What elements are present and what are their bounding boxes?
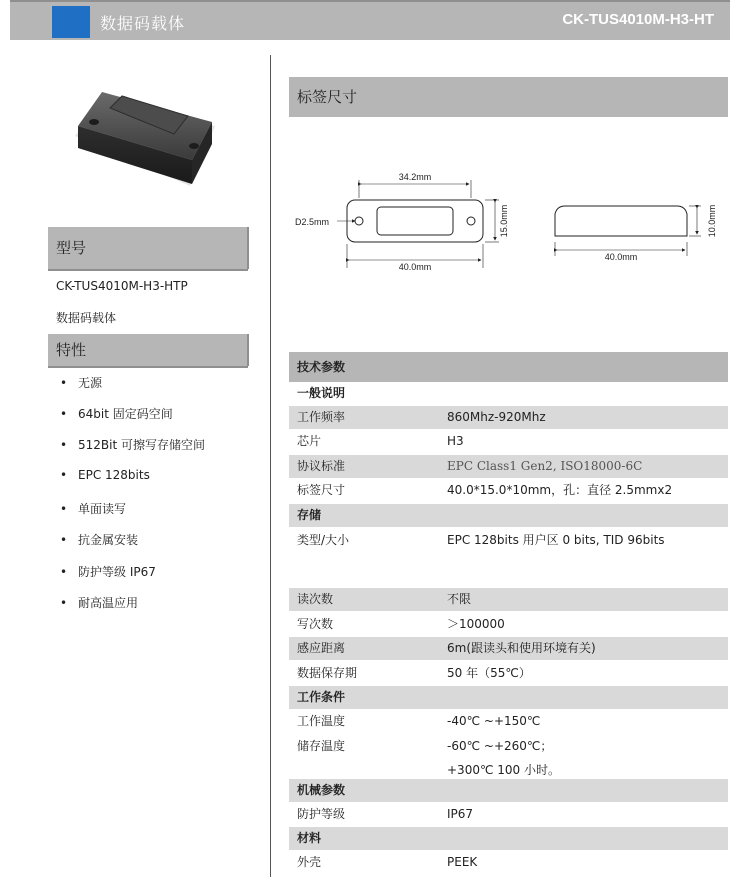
feature-item: • 单面读写	[60, 502, 127, 516]
spec-category: 存储	[289, 504, 728, 527]
model-heading: 型号	[48, 227, 248, 269]
dim-hole: D2.5mm	[295, 217, 330, 227]
table-row: 感应距离 6m(跟读头和使用环境有关)	[289, 637, 728, 660]
features-heading: 特性	[48, 334, 248, 366]
feature-item: • 耐高温应用	[60, 596, 139, 610]
table-row: 写次数 ＞100000	[297, 617, 505, 631]
table-row: 储存温度 -60℃ ~+260℃；	[297, 739, 553, 753]
header-category: 数据码载体	[100, 14, 186, 33]
spec-heading: 技术参数	[289, 352, 728, 382]
product-image	[70, 86, 220, 196]
table-row: 工作温度 -40℃ ~+150℃	[297, 714, 541, 728]
feature-item: • 无源	[60, 376, 103, 390]
feature-item: • EPC 128bits	[60, 468, 150, 482]
feature-item: • 抗金属安装	[60, 533, 139, 547]
header-bar	[10, 0, 730, 40]
column-divider	[270, 55, 271, 877]
table-row: 外壳 PEEK	[297, 855, 478, 869]
table-row: 工作频率 860Mhz-920Mhz	[289, 406, 728, 429]
table-row: 读次数 不限	[289, 588, 728, 611]
product-type: 数据码载体	[56, 311, 117, 325]
spec-category: 机械参数	[289, 779, 728, 802]
feature-item: • 64bit 固定码空间	[60, 407, 173, 421]
table-row: 协议标准 EPC Class1 Gen2, ISO18000-6C	[289, 455, 728, 478]
feature-item: • 防护等级 IP67	[60, 565, 156, 579]
table-row: 防护等级 IP67	[297, 807, 474, 821]
spec-category: 一般说明	[297, 386, 346, 400]
dim-top-length: 34.2mm	[398, 172, 432, 182]
dimension-drawing	[289, 160, 728, 280]
feature-item: • 512Bit 可擦写存储空间	[60, 438, 205, 452]
table-row: 数据保存期 50 年（55℃）	[297, 666, 531, 680]
spec-category: 工作条件	[289, 686, 728, 709]
spec-category: 材料	[289, 827, 728, 850]
table-row: 芯片 H3	[297, 434, 464, 448]
dim-bottom-length: 40.0mm	[398, 262, 432, 272]
store-temp-extra: +300℃ 100 小时。	[447, 763, 560, 777]
brand-logo-square	[52, 6, 90, 38]
table-row: 类型/大小 EPC 128bits 用户区 0 bits, TID 96bits	[297, 533, 665, 547]
header-model: CK-TUS4010M-H3-HT	[562, 11, 714, 28]
table-row: 标签尺寸 40.0*15.0*10mm，孔：直径 2.5mmx2	[297, 483, 673, 497]
dim-side-length: 40.0mm	[604, 252, 638, 262]
dim-height: 15.0mm	[499, 204, 509, 238]
dimension-heading: 标签尺寸	[289, 77, 728, 117]
dim-side-height: 10.0mm	[707, 204, 717, 238]
model-value: CK-TUS4010M-H3-HTP	[56, 279, 188, 293]
